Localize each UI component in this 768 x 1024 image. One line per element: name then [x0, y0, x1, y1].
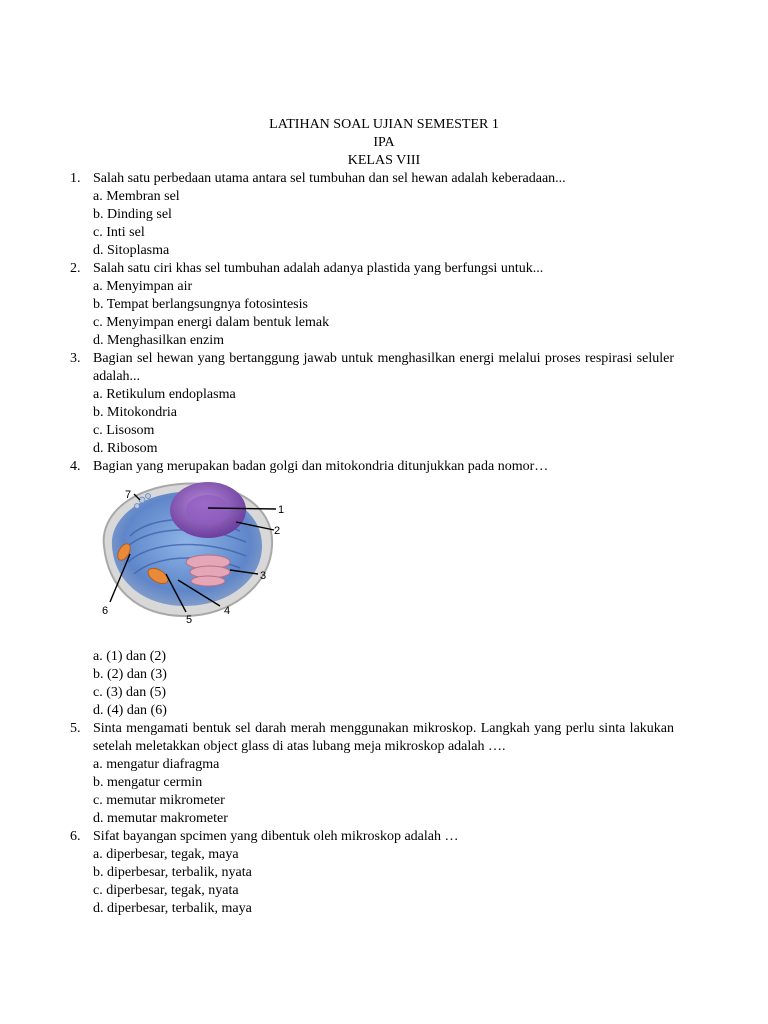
- question-5: [70, 720, 674, 828]
- question-4-options: [70, 648, 674, 720]
- figure-label-2: 2: [274, 525, 281, 537]
- title-line-3: KELAS VIII: [347, 153, 421, 168]
- option-b: b. Dinding sel: [93, 207, 172, 222]
- option-c: c. Inti sel: [93, 225, 145, 240]
- option-a: a. Menyimpan air: [93, 279, 193, 294]
- option-a: a. Retikulum endoplasma: [93, 387, 236, 402]
- question-text: Bagian sel hewan yang bertanggung jawab untuk menghasilkan energi melalui proses respirasi seluler adalah...: [93, 351, 674, 384]
- question-6: [70, 828, 674, 918]
- option-d: d. (4) dan (6): [93, 703, 167, 718]
- question-1: [70, 170, 674, 260]
- option-a: a. mengatur diafragma: [93, 757, 220, 772]
- option-c: c. memutar mikrometer: [93, 793, 225, 808]
- question-3: [70, 350, 674, 458]
- option-b: b. Mitokondria: [93, 405, 177, 420]
- figure-label-7: 7: [125, 489, 132, 501]
- option-d: d. diperbesar, terbalik, maya: [93, 901, 252, 916]
- option-a: a. (1) dan (2): [93, 649, 167, 664]
- option-b: b. Tempat berlangsungnya fotosintesis: [93, 297, 308, 312]
- option-a: a. diperbesar, tegak, maya: [93, 847, 239, 862]
- figure-label-6: 6: [102, 605, 109, 617]
- question-number: 3.: [70, 351, 81, 366]
- figure-label-3: 3: [260, 570, 267, 582]
- option-c: c. (3) dan (5): [93, 685, 167, 700]
- question-number: 2.: [70, 261, 81, 276]
- question-text: Bagian yang merupakan badan golgi dan mitokondria ditunjukkan pada nomor…: [93, 459, 549, 474]
- figure-label-1: 1: [278, 504, 285, 516]
- option-c: c. Lisosom: [93, 423, 155, 438]
- option-c: c. Menyimpan energi dalam bentuk lemak: [93, 315, 330, 330]
- title-line-1: LATIHAN SOAL UJIAN SEMESTER 1: [269, 117, 499, 132]
- option-a: a. Membran sel: [93, 189, 180, 204]
- figure-label-5: 5: [186, 614, 193, 626]
- animal-cell-diagram: [90, 476, 290, 626]
- option-d: d. memutar makrometer: [93, 811, 228, 826]
- option-d: d. Menghasilkan enzim: [93, 333, 225, 348]
- question-text: Salah satu perbedaan utama antara sel tumbuhan dan sel hewan adalah keberadaan...: [93, 171, 566, 186]
- figure-label-4: 4: [224, 605, 231, 617]
- question-number: 4.: [70, 459, 81, 474]
- option-d: d. Ribosom: [93, 441, 158, 456]
- option-b: b. (2) dan (3): [93, 667, 167, 682]
- option-c: c. diperbesar, tegak, nyata: [93, 883, 239, 898]
- question-2: [70, 260, 674, 350]
- option-b: b. diperbesar, terbalik, nyata: [93, 865, 252, 880]
- question-number: 6.: [70, 829, 81, 844]
- question-number: 5.: [70, 721, 81, 736]
- title-line-2: IPA: [373, 135, 395, 150]
- question-text: Sinta mengamati bentuk sel darah merah menggunakan mikroskop. Langkah yang perlu sinta lakukan setelah meletakkan object glass di atas lubang meja mikroskop adalah ….: [93, 721, 674, 754]
- question-number: 1.: [70, 171, 81, 186]
- question-4: [70, 458, 674, 476]
- option-b: b. mengatur cermin: [93, 775, 203, 790]
- question-text: Salah satu ciri khas sel tumbuhan adalah adanya plastida yang berfungsi untuk...: [93, 261, 544, 276]
- question-text: Sifat bayangan spcimen yang dibentuk oleh mikroskop adalah …: [93, 829, 459, 844]
- option-d: d. Sitoplasma: [93, 243, 170, 258]
